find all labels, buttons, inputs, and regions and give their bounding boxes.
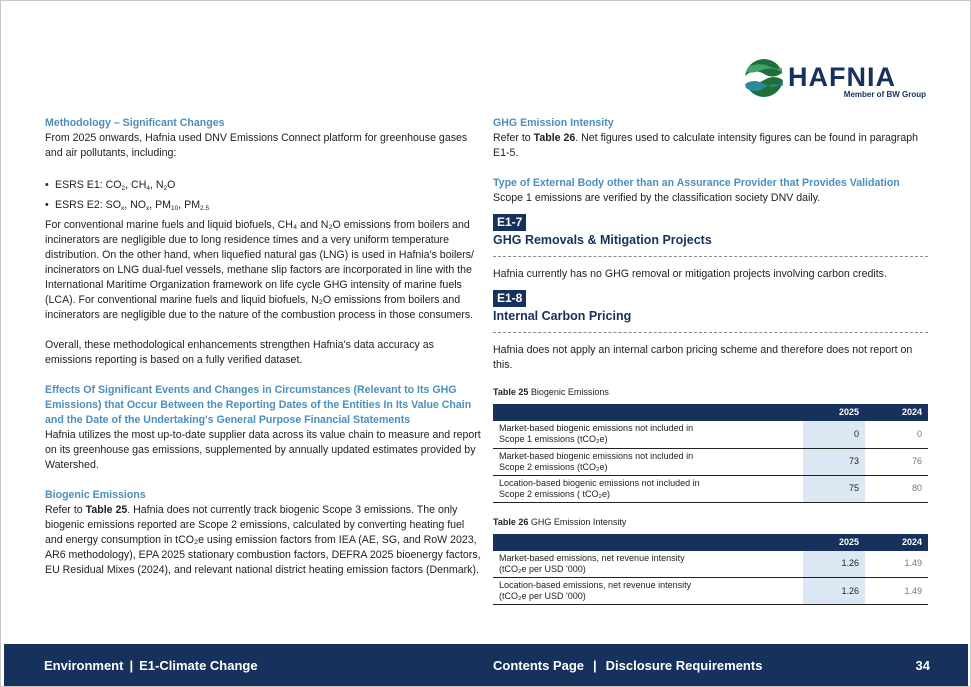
value-2025: 1.26 [803, 551, 865, 578]
e1-8-badge: E1-8 [493, 290, 526, 307]
value-2024: 1.49 [865, 578, 928, 605]
header-2025: 2025 [803, 404, 865, 421]
divider [493, 256, 928, 257]
row-label-line2: Scope 2 emissions (tCO₂e) [499, 461, 608, 472]
bullet-esrs-e1-label: ESRS E1: [55, 179, 103, 191]
table-row [493, 421, 928, 448]
value-2024: 1.49 [865, 551, 928, 578]
table25-caption-text: Biogenic Emissions [530, 387, 609, 397]
footer-section-link[interactable]: Environment [44, 658, 124, 673]
row-label-line1: Market-based biogenic emissions not included in [499, 423, 694, 434]
value-2025: 1.26 [803, 578, 865, 605]
effects-heading: Effects Of Significant Events and Changes in Circumstances (Relevant to Its GHG Emissions) that Occur Between the Reporting Dates of the Entities In Its Value Chain and the Date of the Undertaking's General Purpose Financial Statements [45, 384, 472, 426]
table25-caption-num: Table 25 [493, 387, 529, 397]
bullet-esrs-e2-label: ESRS E2: [55, 199, 103, 211]
e1-8-title: Internal Carbon Pricing [493, 309, 632, 323]
biogenic-table-ref[interactable]: Table 25 [85, 504, 128, 516]
row-label-line2: (tCO₂e per USD '000) [499, 563, 586, 574]
table-header-row [493, 534, 928, 551]
row-label [493, 475, 803, 502]
methodology-paragraph-1: For conventional marine fuels and liquid biofuels, CH₄ and N₂O emissions from boilers and incinerators are negligible due to long residence times and a very uniform temperature distribution. On the other hand, when liquefied natural gas (LNG) is used in Hafnia's boilers/ incinerators on LNG dual-fuel vessels, methane slip factors are incorporated in line with the International Maritime Organization framework on life cycle GHG intensity of marine fuels (LCA). For conventional marine fuels and liquid biofuels, N₂O emissions from boilers and incinerators are negligible due to the nature of the combustion process in those consumers. [45, 219, 474, 321]
value-2025: 73 [803, 448, 865, 475]
biogenic-body: . Hafnia does not currently track biogenic Scope 3 emissions. The only biogenic emissions reported are Scope 2 emissions, calculated by converting heating fuel and energy consumption in tCO₂e using emission factors from IEA (AE, SG, and RoW 2023, AR6 methodology), EPA 2025 stationary combustion factors, DEFRA 2025 bioenergy factors, EU Residual Mixes (2024), and relevant national district heating emission factors (Denmark). [45, 504, 481, 576]
intensity-heading: GHG Emission Intensity [493, 117, 614, 129]
footer-nav [493, 658, 762, 673]
e1-8-body: Hafnia does not apply an internal carbon pricing scheme and therefore does not report on this. [493, 344, 913, 371]
footer-divider: | [129, 658, 134, 673]
brand-tagline: Member of BW Group [843, 90, 926, 99]
bullet-esrs-e1: • ESRS E1: $CO_2$, $CH_4$, $N_2O$ [45, 178, 481, 193]
row-label-line2: Scope 2 emissions ( tCO₂e) [499, 488, 611, 499]
value-2024: 80 [865, 475, 928, 502]
brand-name: HAFNIA [788, 62, 896, 92]
external-body: Scope 1 emissions are verified by the classification society DNV daily. [493, 192, 821, 204]
e1-7-title: GHG Removals & Mitigation Projects [493, 233, 712, 247]
intensity-paragraph [493, 131, 928, 161]
e1-7-body: Hafnia currently has no GHG removal or mitigation projects involving carbon credits. [493, 268, 887, 280]
row-label-line1: Location-based biogenic emissions not included in [499, 477, 700, 488]
table26-caption [493, 515, 928, 530]
row-label-line1: Market-based emissions, net revenue intensity [499, 552, 685, 563]
methodology-heading: Methodology – Significant Changes [45, 117, 225, 129]
table26-caption-text: GHG Emission Intensity [530, 516, 627, 527]
table26-caption-num: Table 26 [493, 516, 529, 527]
table-row [493, 578, 928, 605]
row-label [493, 421, 803, 448]
value-2025: 0 [803, 421, 865, 448]
biogenic-refer: Refer to [45, 504, 83, 516]
intensity-table-ref[interactable]: Table 26 [533, 132, 576, 144]
header-label-cell [493, 404, 803, 421]
table-row [493, 551, 928, 578]
disclosure-requirements-link[interactable]: Disclosure Requirements [605, 658, 763, 673]
value-2025: 75 [803, 475, 865, 502]
external-heading: Type of External Body other than an Assurance Provider that Provides Validation [493, 177, 900, 189]
hafnia-logo [744, 58, 926, 102]
biogenic-heading: Biogenic Emissions [45, 489, 146, 501]
footer-divider: | [593, 658, 597, 673]
methodology-paragraph-2: Overall, these methodological enhancements strengthen Hafnia's data accuracy as emissions reporting is based on a fully verified dataset. [45, 339, 434, 366]
intensity-body: . Net figures used to calculate intensity figures can be found in paragraph E1-5. [493, 132, 918, 159]
table25-caption [493, 385, 928, 400]
row-label [493, 448, 803, 475]
page-number: 34 [915, 658, 930, 673]
table-biogenic-emissions [493, 404, 928, 503]
right-column [493, 116, 928, 605]
effects-body: Hafnia utilizes the most up-to-date supplier data across its value chain to measure and report on its greenhouse gas emissions, supplemented by annually updated estimates provided by Watershed. [45, 429, 481, 471]
biogenic-body-paragraph [45, 503, 481, 578]
value-2024: 76 [865, 448, 928, 475]
divider [493, 332, 928, 333]
header-2025: 2025 [803, 534, 865, 551]
table-row [493, 475, 928, 502]
intensity-refer: Refer to [493, 132, 531, 144]
row-label [493, 551, 803, 578]
row-label-line1: Market-based biogenic emissions not included in [499, 450, 694, 461]
methodology-intro: From 2025 onwards, Hafnia used DNV Emissions Connect platform for greenhouse gases and air pollutants, including: [45, 132, 468, 159]
e1-7-badge: E1-7 [493, 214, 526, 231]
header-2024: 2024 [865, 404, 928, 421]
left-column [45, 116, 481, 578]
table-ghg-emission-intensity [493, 534, 928, 606]
row-label-line2: (tCO₂e per USD '000) [499, 591, 586, 601]
footer-bar [4, 644, 968, 686]
row-label-line1: Location-based emissions, net revenue intensity [499, 580, 692, 590]
row-label-line2: Scope 1 emissions (tCO₂e) [499, 434, 608, 445]
contents-page-link[interactable]: Contents Page [493, 658, 585, 673]
bullet-esrs-e2: • ESRS E2: $SO_x$, $NO_x$, $PM_{10}$, $PM_{2.5}$ [45, 198, 481, 213]
header-2024: 2024 [865, 534, 928, 551]
value-2024: 0 [865, 421, 928, 448]
footer-breadcrumb [44, 658, 258, 673]
row-label [493, 578, 803, 605]
hafnia-logo-icon [744, 58, 784, 98]
footer-subsection-link[interactable]: E1-Climate Change [139, 658, 258, 673]
table-header-row [493, 404, 928, 421]
header-label-cell [493, 534, 803, 551]
table-row [493, 448, 928, 475]
